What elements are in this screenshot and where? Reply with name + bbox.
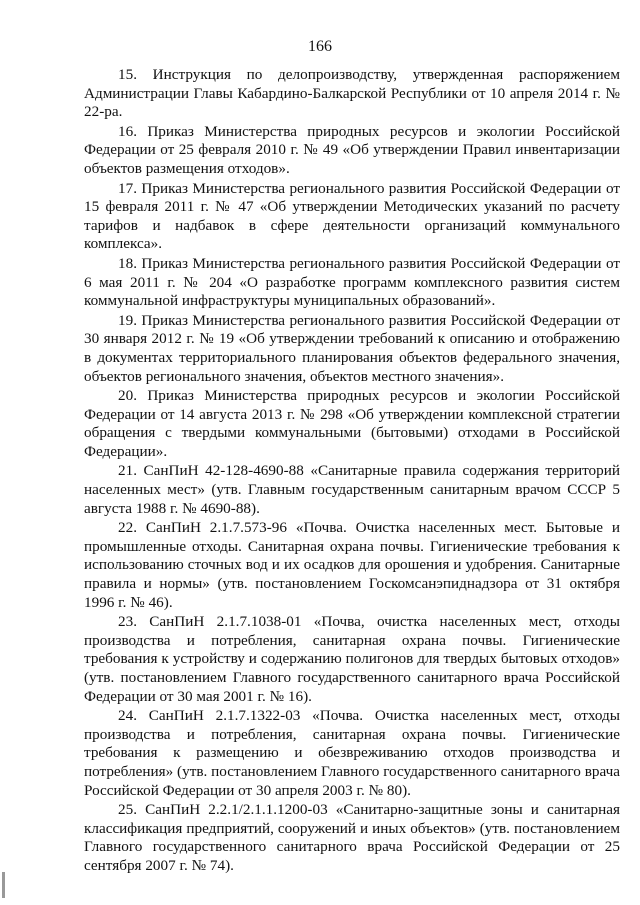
list-item: 15. Инструкция по делопроизводству, утвержденная распоряжением Администрации Главы Кабардино-Балкарской Республики от 10 апреля 2014 г. № 22-ра.: [84, 66, 620, 121]
list-item: 19. Приказ Министерства регионального развития Российской Федерации от 30 января 2012 г. № 19 «Об утверждении требований к описанию и отображению в документах территориального планирования объектов федерального значения, объектов регионального значения, объектов местного значения».: [84, 311, 620, 385]
page-number: 166: [308, 38, 332, 55]
list-item: 22. СанПиН 2.1.7.573-96 «Почва. Очистка населенных мест. Бытовые и промышленные отходы. Санитарная охрана почвы. Гигиенические требования к использованию сточных вод и их осадков для орошения и удобрения. Санитарные правила и нормы» (утв. постановлением Госкомсанэпиднадзора от 31 октября 1996 г. № 46).: [84, 519, 620, 611]
list-item: 20. Приказ Министерства природных ресурсов и экологии Российской Федерации от 14 августа 2013 г. № 298 «Об утверждении комплексной стратегии обращения с твердыми коммунальными (бытовыми) отходами в Российской Федерации».: [84, 387, 620, 460]
reference-list: [84, 66, 620, 877]
list-item: 23. СанПиН 2.1.7.1038-01 «Почва, очистка населенных мест, отходы производства и потребления, санитарная охрана почвы. Гигиенические требования к устройству и содержанию полигонов для твердых бытовых отходов» (утв. постановлением Главного государственного санитарного врача Российской Федерации от 30 мая 2001 г. № 16).: [84, 613, 620, 705]
list-item: 17. Приказ Министерства регионального развития Российской Федерации от 15 февраля 2011 г. № 47 «Об утверждении Методических указаний по расчету тарифов и надбавок в сфере деятельности организаций коммунального комплекса».: [84, 179, 620, 253]
list-item: 16. Приказ Министерства природных ресурсов и экологии Российской Федерации от 25 февраля 2010 г. № 49 «Об утверждении Правил инвентаризации объектов размещения отходов».: [84, 122, 620, 177]
list-item: 18. Приказ Министерства регионального развития Российской Федерации от 6 мая 2011 г. № 204 «О разработке программ комплексного развития систем коммунальной инфраструктуры муниципальных образований».: [84, 254, 620, 310]
scan-edge-mark: [2, 872, 5, 898]
list-item: 21. СанПиН 42-128-4690-88 «Санитарные правила содержания территорий населенных мест» (утв. Главным государственным санитарным врачом СССР 5 августа 1988 г. № 4690-88).: [84, 462, 620, 517]
list-item: 25. СанПиН 2.2.1/2.1.1.1200-03 «Санитарно-защитные зоны и санитарная классификация предприятий, сооружений и иных объектов» (утв. постановлением Главного государственного санитарного врача Российской Федерации от 25 сентября 2007 г. № 74).: [84, 801, 620, 874]
list-item: 24. СанПиН 2.1.7.1322-03 «Почва. Очистка населенных мест, отходы производства и потребления, санитарная охрана почвы. Гигиенические требования к размещению и обезвреживанию отходов производства и потребления» (утв. постановлением Главного государственного санитарного врача Российской Федерации от 30 апреля 2003 г. № 80).: [84, 707, 620, 799]
